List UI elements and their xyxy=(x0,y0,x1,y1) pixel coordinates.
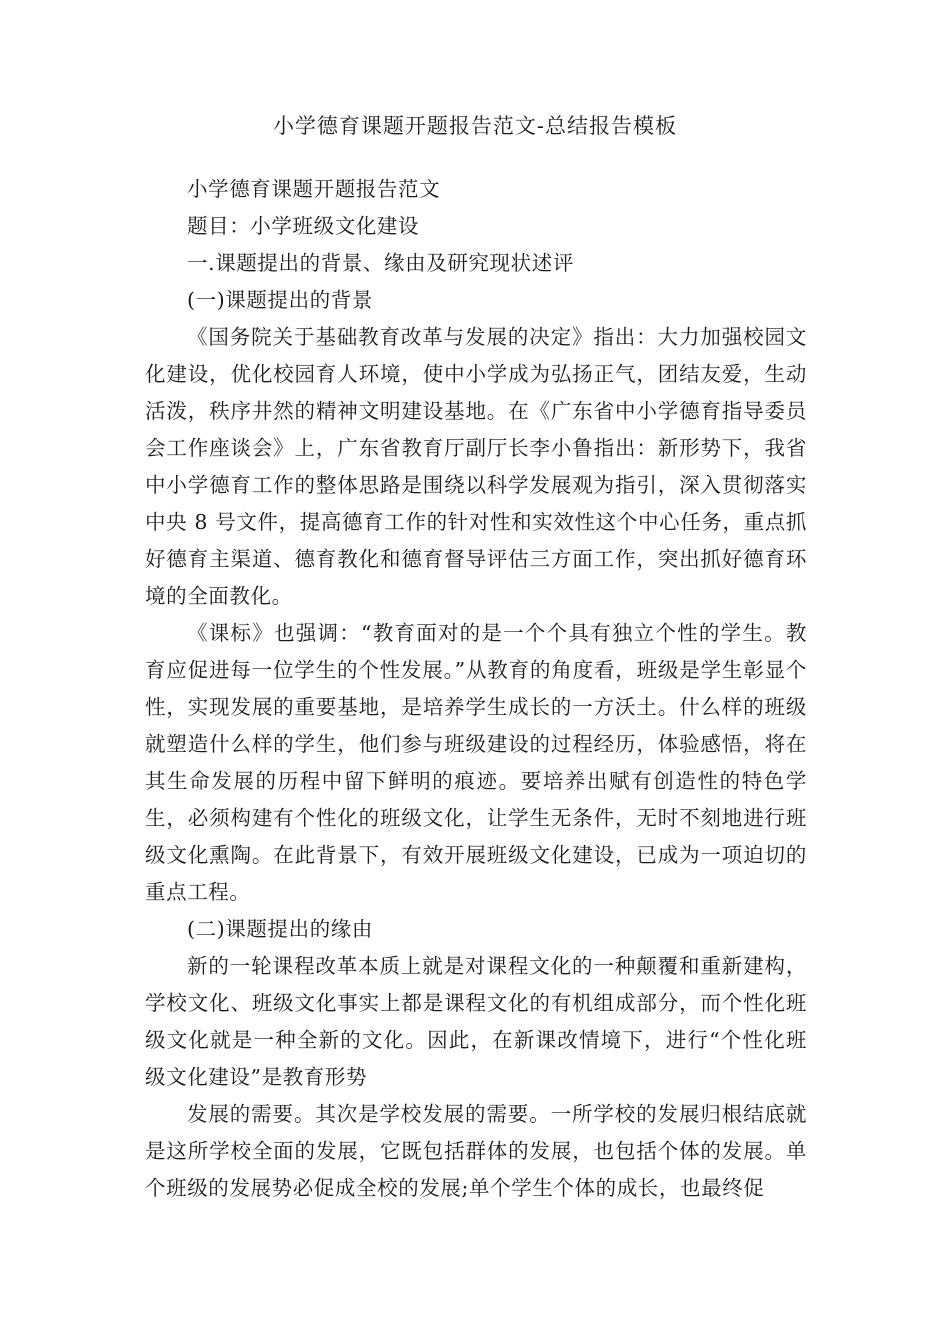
subsection-heading-reason: (二)课题提出的缘由 xyxy=(187,917,373,941)
section-heading-1: 一.课题提出的背景、缘由及研究现状述评 xyxy=(187,251,574,275)
paragraph-subtitle: 小学德育课题开题报告范文 xyxy=(187,177,441,201)
document-title: 小学德育课题开题报告范文-总结报告模板 xyxy=(272,114,678,138)
paragraph-topic: 题目：小学班级文化建设 xyxy=(187,214,420,238)
paragraph-reason-2: 发展的需要。其次是学校发展的需要。一所学校的发展归根结底就是这所学校全面的发展，它既包括群体的发展，也包括个体的发展。单个班级的发展势必促成全校的发展;单个学生个体的成长，也最终促 xyxy=(145,1102,807,1200)
paragraph-reason-1: 新的一轮课程改革本质上就是对课程文化的一种颠覆和重新建构，学校文化、班级文化事实上都是课程文化的有机组成部分，而个性化班级文化就是一种全新的文化。因此，在新课改情境下，进行“个性化班级文化建设”是教育形势 xyxy=(145,954,807,1089)
document-body xyxy=(145,171,807,1207)
paragraph-background-2: 《课标》也强调：“教育面对的是一个个具有独立个性的学生。教育应促进每一位学生的个性发展。”从教育的角度看，班级是学生彰显个性，实现发展的重要基地，是培养学生成长的一方沃土。什么样的班级就塑造什么样的学生，他们参与班级建设的过程经历，体验感悟，将在其生命发展的历程中留下鲜明的痕迹。要培养出赋有创造性的特色学生，必须构建有个性化的班级文化，让学生无条件，无时不刻地进行班级文化熏陶。在此背景下，有效开展班级文化建设，已成为一项迫切的重点工程。 xyxy=(145,621,807,904)
subsection-heading-background: (一)课题提出的背景 xyxy=(187,288,373,312)
paragraph-background-1: 《国务院关于基础教育改革与发展的决定》指出：大力加强校园文化建设，优化校园育人环境，使中小学成为弘扬正气，团结友爱，生动活泼，秩序井然的精神文明建设基地。在《广东省中小学德育指导委员会工作座谈会》上，广东省教育厅副厅长李小鲁指出：新形势下，我省中小学德育工作的整体思路是围绕以科学发展观为指引，深入贯彻落实中央 8 号文件，提高德育工作的针对性和实效性这个中心任务，重点抓好德育主渠道、德育教化和德育督导评估三方面工作，突出抓好德育环境的全面教化。 xyxy=(145,325,807,608)
